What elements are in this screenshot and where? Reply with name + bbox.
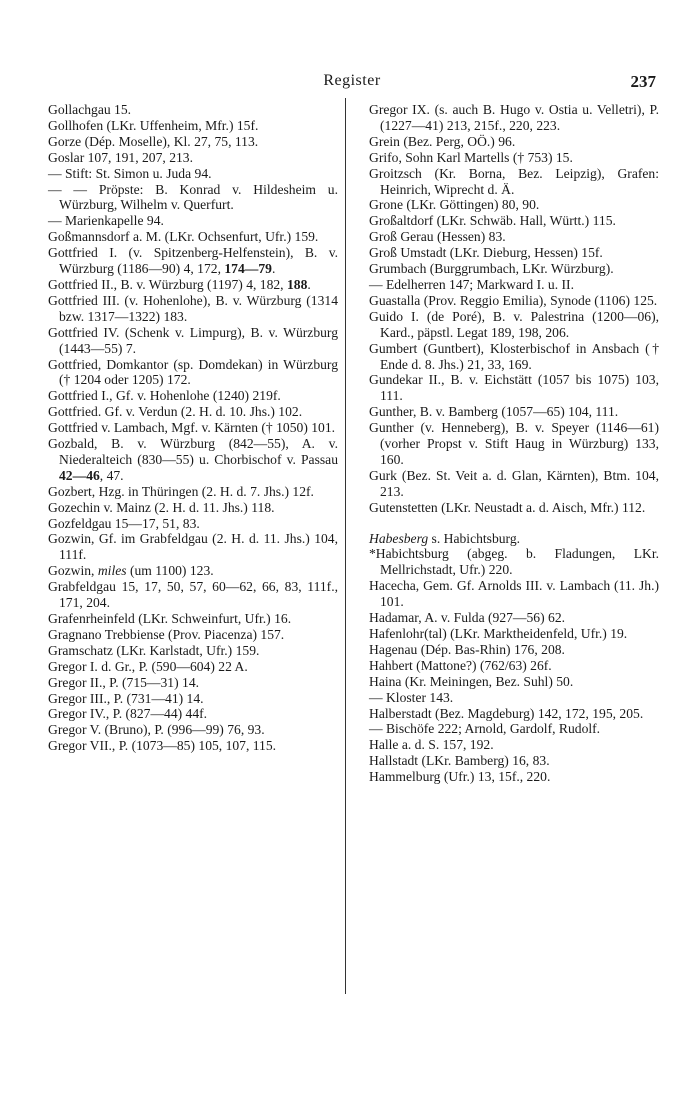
index-entry: Gozbald, B. v. Würzburg (842—55), A. v. Niederalteich (830—55) u. Chorbischof v. Passau 42—46, 47. [48,436,338,483]
index-entry: Gregor IX. (s. auch B. Hugo v. Ostia u. Velletri), P. (1227—41) 213, 215f., 220, 223. [369,102,659,133]
index-entry: Hacecha, Gem. Gf. Arnolds III. v. Lambach (11. Jh.) 101. [369,578,659,610]
index-entry: Hagenau (Dép. Bas-Rhin) 176, 208. [369,641,565,657]
index-entry: *Habichtsburg (abgeg. b. Fladungen, LKr. Mellrichstadt, Ufr.) 220. [369,546,659,578]
index-entry: Gollachgau 15. [48,102,132,117]
index-entry: Gottfried, Domkantor (sp. Domdekan) in Würzburg († 1204 oder 1205) 172. [48,356,338,388]
index-entry: Gregor II., P. (715—31) 14. [48,674,200,690]
index-entry: Hammelburg (Ufr.) 13, 15f., 220. [369,769,551,785]
index-entry: Groß Gerau (Hessen) 83. [369,229,506,245]
index-entry: — — Pröpste: B. Konrad v. Hildesheim u. Würzburg, Wilhelm v. Querfurt. [48,181,338,213]
index-entry: Gottfried v. Lambach, Mgf. v. Kärnten († 1050) 101. [48,420,336,436]
index-entry: Gozfeldgau 15—17, 51, 83. [48,515,200,531]
index-entry: Groß Umstadt (LKr. Dieburg, Hessen) 15f. [369,245,603,261]
index-entry: Gregor I. d. Gr., P. (590—604) 22 A. [48,658,248,674]
index-entry: Gumbert (Guntbert), Klosterbischof in Ansbach († Ende d. 8. Jhs.) 21, 33, 169. [369,340,659,372]
index-entry: Großaltdorf (LKr. Schwäb. Hall, Württ.) 115. [369,213,616,229]
index-entry: Gregor V. (Bruno), P. (996—99) 76, 93. [48,722,265,738]
index-entry: Grafenrheinfeld (LKr. Schweinfurt, Ufr.) 16. [48,611,292,626]
index-entry: Gregor IV., P. (827—44) 44f. [48,706,208,722]
index-entry: Guastalla (Prov. Reggio Emilia), Synode (1106) 125. [369,292,658,308]
index-entry: Gregor III., P. (731—41) 14. [48,690,204,706]
index-entry: Gutenstetten (LKr. Neustadt a. d. Aisch, Mfr.) 112. [369,499,646,515]
index-entry: — Bischöfe 222; Arnold, Gardolf, Rudolf. [369,721,601,737]
index-entry: Gragnano Trebbiense (Prov. Piacenza) 157. [48,626,285,642]
index-entry: — Kloster 143. [369,689,454,705]
index-entry: Gurk (Bez. St. Veit a. d. Glan, Kärnten), Btm. 104, 213. [369,467,659,499]
index-entry: Grumbach (Burggrumbach, LKr. Würzburg). [369,261,614,277]
index-entry: Goslar 107, 191, 207, 213. [48,149,193,165]
index-entry: — Stift: St. Simon u. Juda 94. [48,165,212,181]
index-entry: — Marienkapelle 94. [48,213,164,229]
index-entry: Hahbert (Mattone?) (762/63) 26f. [369,657,552,673]
index-entry: Gottfried I., Gf. v. Hohenlohe (1240) 219f. [48,388,281,404]
column-divider [345,98,346,994]
page-number: 237 [630,72,656,91]
index-entry: Gottfried. Gf. v. Verdun (2. H. d. 10. Jhs.) 102. [48,404,303,420]
index-entry: Halle a. d. S. 157, 192. [369,737,494,753]
index-entry: Gunther (v. Henneberg), B. v. Speyer (1146—61) (vorher Propst v. Stift Haug in Würzburg) 133, 160. [369,420,659,467]
index-entry: Hafenlohr(tal) (LKr. Marktheidenfeld, Ufr.) 19. [369,626,628,641]
index-entry: Habesberg s. Habichtsburg. [369,530,521,546]
index-entry: Gottfried I. (v. Spitzenberg-Helfenstein), B. v. Würzburg (1186—90) 4, 172, 174—79. [48,245,338,277]
running-title: Register [323,72,381,89]
index-column-left [48,102,338,754]
index-entry: Grein (Bez. Perg, OÖ.) 96. [369,133,516,149]
page-header [48,72,656,94]
index-entry: Gramschatz (LKr. Karlstadt, Ufr.) 159. [48,642,260,658]
index-entry: Guido I. (de Poré), B. v. Palestrina (1200—06), Kard., päpstl. Legat 189, 198, 206. [369,308,659,340]
index-entry: Grifo, Sohn Karl Martells († 753) 15. [369,149,573,165]
index-entry: Gottfried IV. (Schenk v. Limpurg), B. v. Würzburg (1443—55) 7. [48,324,338,356]
index-entry: Gunther, B. v. Bamberg (1057—65) 104, 111. [369,404,619,420]
index-entry: Hallstadt (LKr. Bamberg) 16, 83. [369,753,550,769]
index-entry: Gollhofen (LKr. Uffenheim, Mfr.) 15f. [48,117,259,133]
index-entry: Gozwin, Gf. im Grabfeldgau (2. H. d. 11. Jhs.) 104, 111f. [48,531,338,563]
index-entry: Gottfried II., B. v. Würzburg (1197) 4, 182, 188. [48,276,311,292]
index-entry: Grabfeldgau 15, 17, 50, 57, 60—62, 66, 83, 111f., 171, 204. [48,579,338,611]
index-entry: Gozwin, miles (um 1100) 123. [48,563,214,579]
index-entry: Groitzsch (Kr. Borna, Bez. Leipzig), Grafen: Heinrich, Wiprecht d. Ä. [369,165,659,197]
index-entry: Gozbert, Hzg. in Thüringen (2. H. d. 7. Jhs.) 12f. [48,483,314,499]
index-entry: Halberstadt (Bez. Magdeburg) 142, 172, 195, 205. [369,705,644,721]
index-column-right [369,102,659,785]
index-entry: Goßmannsdorf a. M. (LKr. Ochsenfurt, Ufr.) 159. [48,229,319,245]
index-entry: Gozechin v. Mainz (2. H. d. 11. Jhs.) 118. [48,499,275,515]
index-entry: — Edelherren 147; Markward I. u. II. [369,276,574,292]
index-entry: Gottfried III. (v. Hohenlohe), B. v. Würzburg (1314 bzw. 1317—1322) 183. [48,292,338,324]
index-entry: Hadamar, A. v. Fulda (927—56) 62. [369,610,566,626]
index-entry: Gorze (Dép. Moselle), Kl. 27, 75, 113. [48,133,259,149]
index-entry: Haina (Kr. Meiningen, Bez. Suhl) 50. [369,673,574,689]
index-entry: Gregor VII., P. (1073—85) 105, 107, 115. [48,738,277,754]
index-entry: Grone (LKr. Göttingen) 80, 90. [369,197,540,213]
index-entry: Gundekar II., B. v. Eichstätt (1057 bis 1075) 103, 111. [369,372,659,404]
